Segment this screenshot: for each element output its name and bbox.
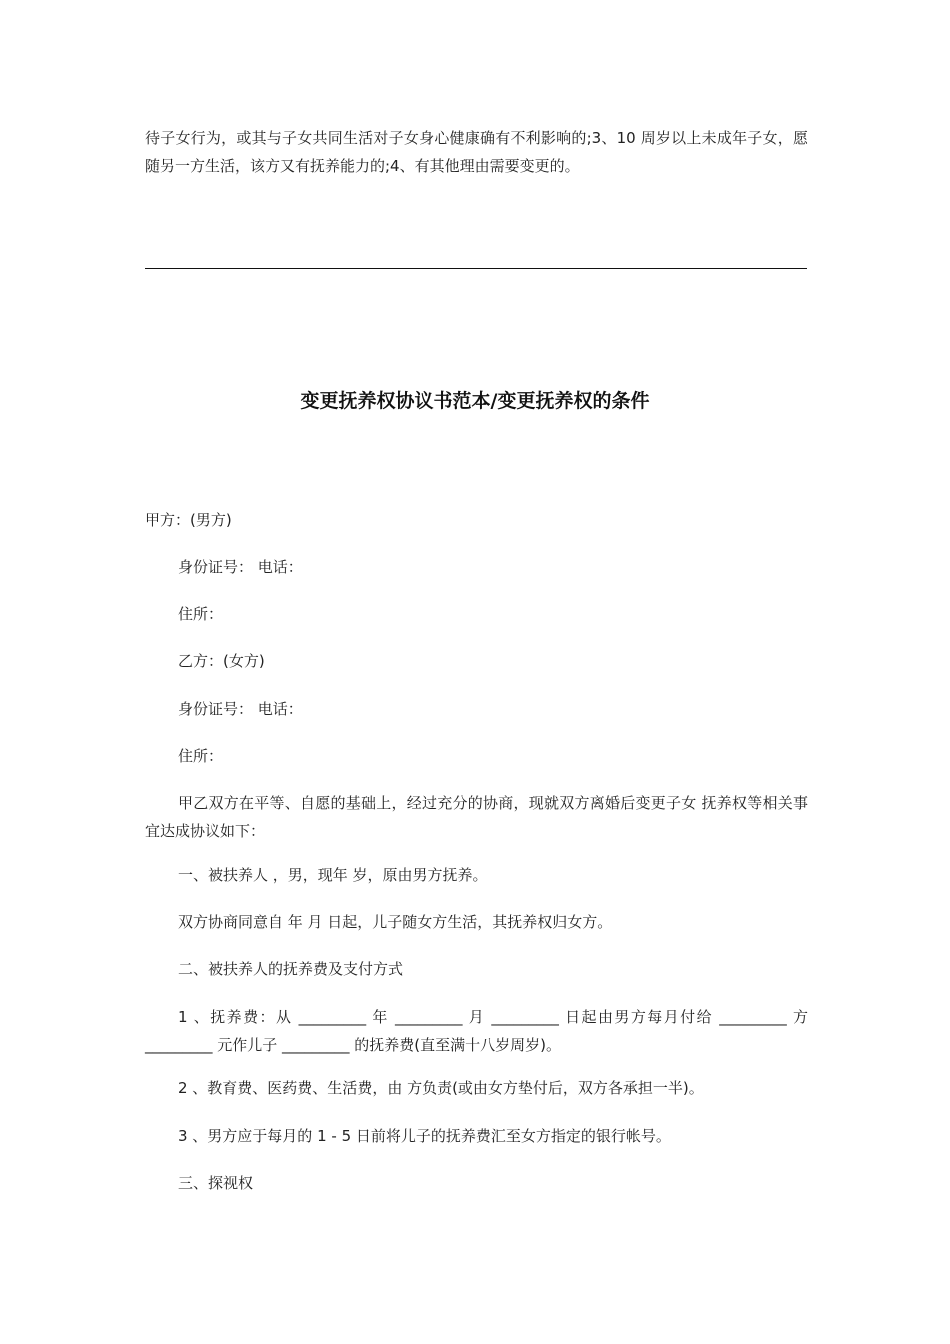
clause-2-3: 3 、男方应于每月的 1 - 5 日前将儿子的抚养费汇至女方指定的银行帐号。 [178, 1127, 671, 1145]
section-3-heading: 三、探视权 [178, 1174, 254, 1192]
party-a-id-phone: 身份证号： 电话： [178, 558, 303, 576]
party-a-label: 甲方：(男方) [145, 511, 232, 529]
intro-paragraph: 待子女行为，或其与子女共同生活对子女身心健康确有不利影响的;3、10 周岁以上未成年子女，愿随另一方生活，该方又有抚养能力的;4、有其他理由需要变更的。 [145, 129, 808, 175]
horizontal-divider [145, 268, 807, 269]
party-a-address: 住所： [178, 605, 224, 623]
section-1-body: 双方协商同意自 年 月 日起，儿子随女方生活，其抚养权归女方。 [178, 913, 613, 931]
section-1-heading: 一、被扶养人 ，男，现年 岁，原由男方抚养。 [178, 866, 488, 884]
party-b-address: 住所： [178, 747, 224, 765]
party-b-id-phone: 身份证号： 电话： [178, 700, 303, 718]
clause-2-2: 2 、教育费、医药费、生活费，由 方负责(或由女方垫付后，双方各承担一半)。 [178, 1079, 704, 1097]
section-2-heading: 二、被扶养人的抚养费及支付方式 [178, 960, 404, 978]
party-b-label: 乙方：(女方) [178, 652, 265, 670]
preamble-paragraph: 甲乙双方在平等、自愿的基础上，经过充分的协商，现就双方离婚后变更子女 抚养权等相关事宜达成协议如下： [145, 794, 808, 840]
clause-2-1: 1 、抚养费：从 _________ 年 _________ 月 _________ 日起由男方每月付给 _________ 方 _________ 元作儿子 _________ 的抚养费(直至满十八岁周岁)。 [145, 1008, 808, 1054]
document-title: 变更抚养权协议书范本/变更抚养权的条件 [300, 390, 650, 412]
